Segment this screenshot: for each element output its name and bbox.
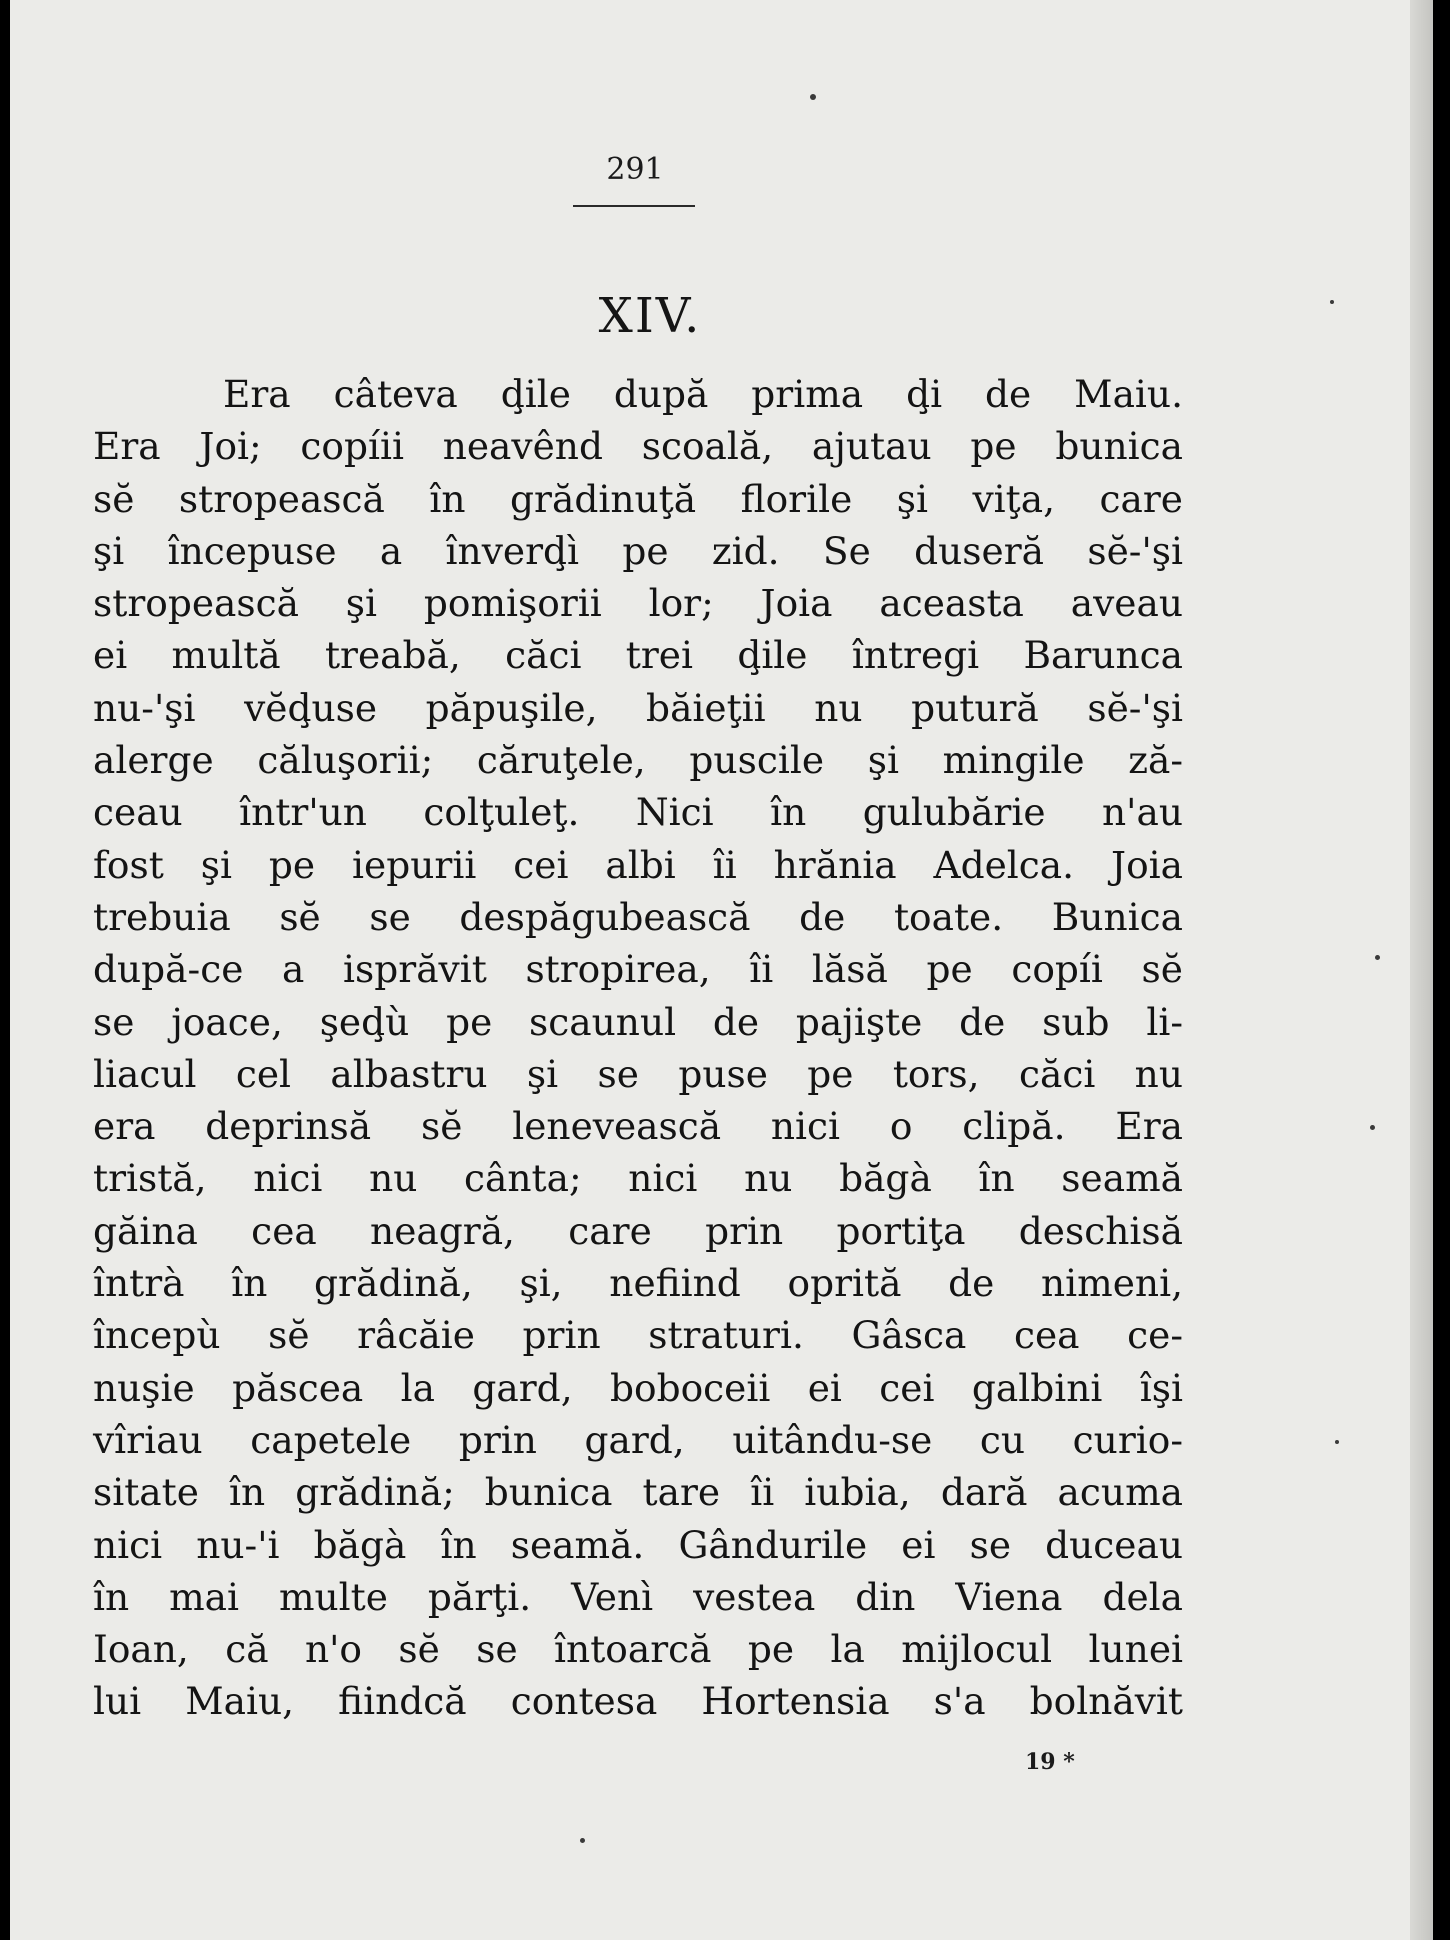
body-text: [93, 368, 1183, 1728]
page-number: 291: [606, 152, 664, 187]
paper-speck: [1335, 1440, 1339, 1444]
paper-speck: [1375, 955, 1380, 960]
text-line: alerge căluşorii; căruţele, puscile şi mingile ză-: [93, 738, 1183, 783]
text-line: găina cea neagră, care prin portiţa deschisă: [93, 1208, 1183, 1253]
paper-speck: [580, 1838, 585, 1843]
book-page: [10, 0, 1433, 1940]
text-line: nuşie păscea la gard, boboceii ei cei galbini îşi: [93, 1365, 1183, 1410]
page-number-rule: [573, 205, 695, 207]
chapter-title: XIV.: [598, 288, 702, 344]
text-line: vîriau capetele prin gard, uitându-se cu curio-: [93, 1417, 1183, 1462]
text-line: în mai multe părţi. Venì vestea din Viena dela: [93, 1574, 1183, 1619]
text-line: liacul cel albastru şi se puse pe tors, căci nu: [93, 1051, 1183, 1096]
text-line: după-ce a isprăvit stropirea, îi lăsă pe copíi sĕ: [93, 947, 1183, 992]
text-line: trebuia sĕ se despăgubească de toate. Bunica: [93, 894, 1183, 939]
paper-speck: [1370, 1125, 1375, 1130]
text-line: lui Maiu, fiindcă contesa Hortensia s'a bolnăvit: [93, 1679, 1183, 1724]
text-line: nici nu-'i băgà în seamă. Gândurile ei se duceau: [93, 1522, 1183, 1567]
text-line: întrà în grădină, şi, nefiind oprită de nimeni,: [93, 1261, 1183, 1306]
text-line: tristă, nici nu cânta; nici nu băgà în seamă: [93, 1156, 1183, 1201]
page-edge-shadow: [1410, 0, 1433, 1940]
text-line: Era Joi; copíii neavênd scoală, ajutau pe bunica: [93, 424, 1183, 469]
text-line: se joace, şeḑù pe scaunul de pajişte de sub li-: [93, 999, 1183, 1044]
text-line: fost şi pe iepurii cei albi îi hrănia Adelca. Joia: [93, 842, 1183, 887]
text-line: începù sĕ râcăie prin straturi. Gâsca cea ce-: [93, 1313, 1183, 1358]
text-line: ei multă treabă, căci trei ḑile întregi Barunca: [93, 633, 1183, 678]
paper-speck: [1330, 300, 1334, 304]
text-line: era deprinsă sĕ lenevească nici o clipă. Era: [93, 1104, 1183, 1149]
text-line: sĕ stropească în grădinuţă florile şi viţa, care: [93, 476, 1183, 521]
text-line: sitate în grădină; bunica tare îi iubia, dară acuma: [93, 1470, 1183, 1515]
paper-speck: [810, 94, 816, 100]
text-line: ceau într'un colţuleţ. Nici în gulubărie n'au: [93, 790, 1183, 835]
text-line: stropească şi pomişorii lor; Joia aceasta aveau: [93, 581, 1183, 626]
text-line: nu-'şi vĕḑuse păpuşile, băieţii nu putură sĕ-'şi: [93, 685, 1183, 730]
signature-mark: 19 *: [1025, 1749, 1075, 1775]
text-line: Ioan, că n'o sĕ se întoarcă pe la mijlocul lunei: [93, 1627, 1183, 1672]
text-line: şi începuse a înverḑì pe zid. Se duseră sĕ-'şi: [93, 528, 1183, 573]
text-line: Era câteva ḑile după prima ḑi de Maiu.: [223, 372, 1183, 416]
